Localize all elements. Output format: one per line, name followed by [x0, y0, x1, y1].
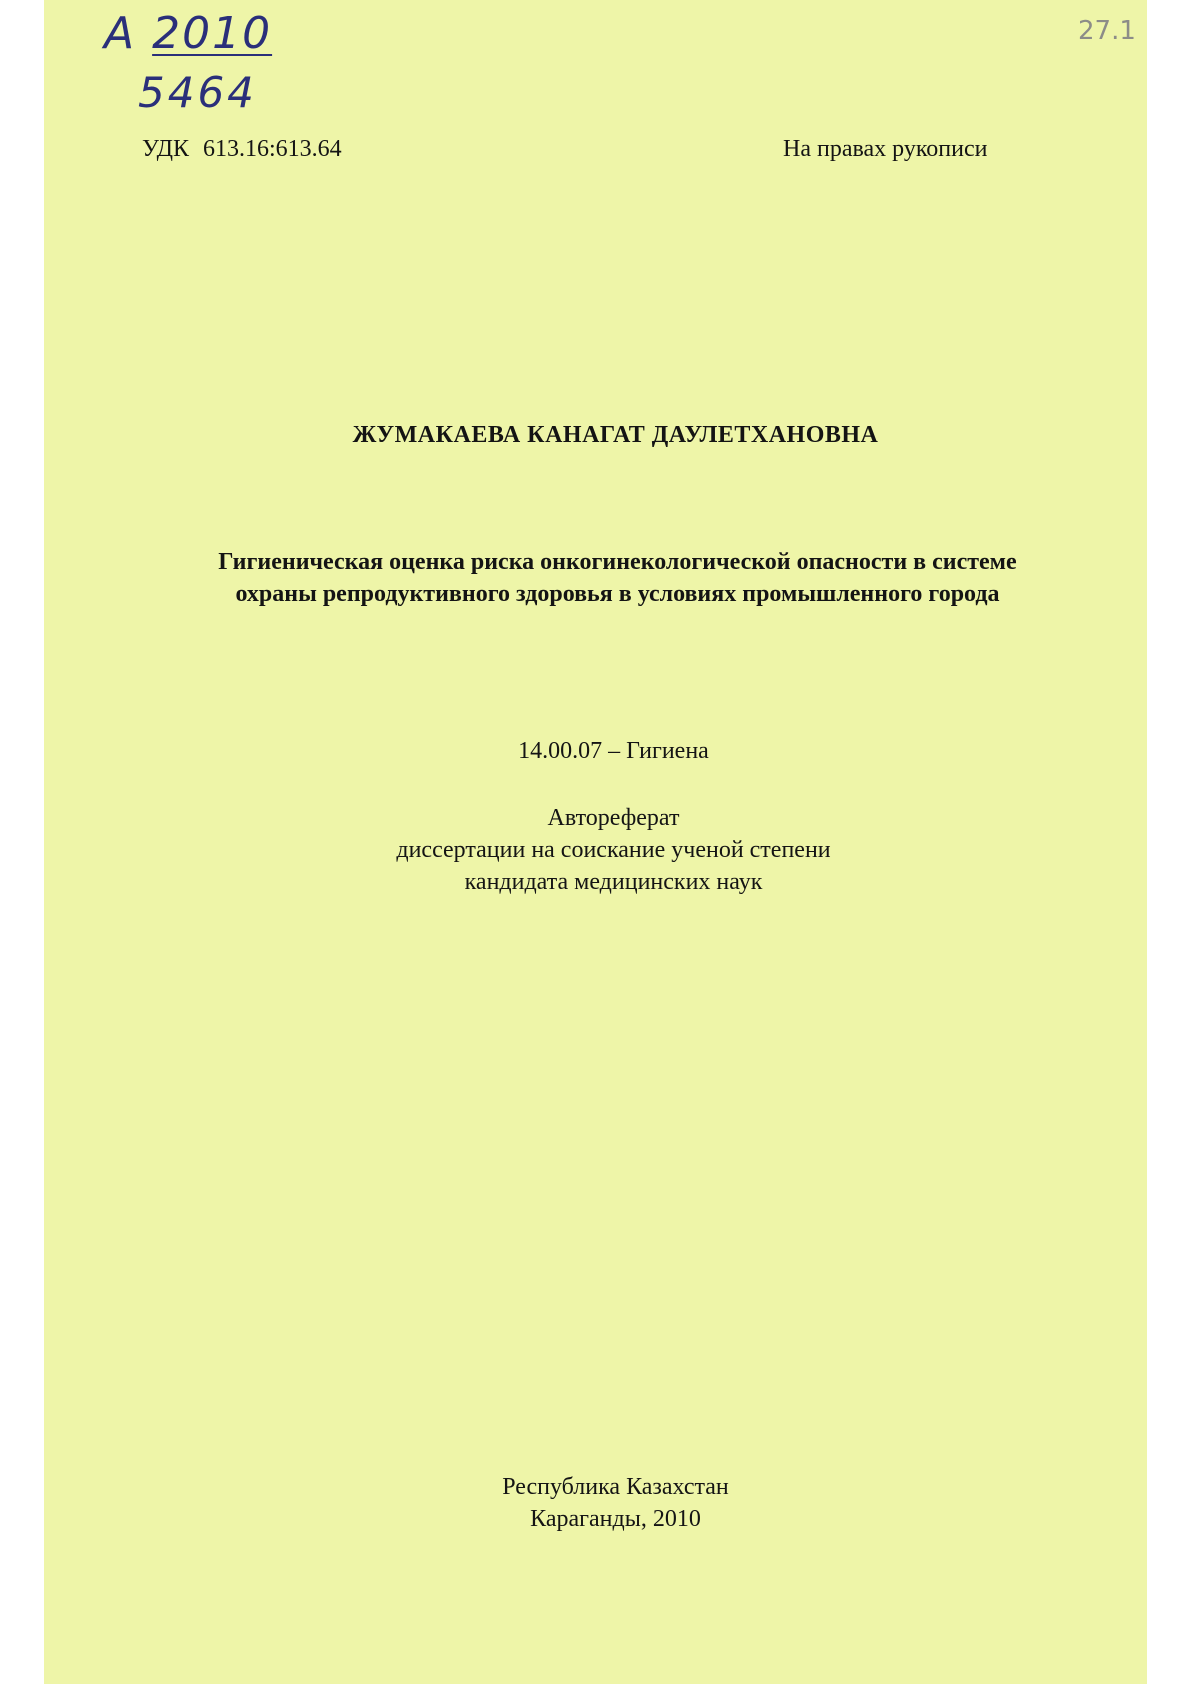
abstract-line: Автореферат [547, 805, 680, 831]
author-name: ЖУМАКАЕВА КАНАГАТ ДАУЛЕТХАНОВНА [352, 422, 879, 448]
archive-year: 2010 [152, 8, 273, 59]
country: Республика Казахстан [502, 1474, 729, 1500]
title-line: охраны репродуктивного здоровья в условиях промышленного города [235, 581, 1000, 607]
title-line: Гигиеническая оценка риска онкогинекологической опасности в системе [218, 549, 1017, 575]
publication-place [20, 1471, 1191, 1535]
abstract-description [18, 802, 1191, 898]
udc-code: УДК 613.16:613.64 [142, 136, 342, 162]
handwritten-archive-code [104, 8, 272, 59]
specialty: 14.00.07 – Гигиена [518, 738, 709, 764]
city-year: Караганды, 2010 [530, 1506, 701, 1532]
manuscript-rights: На правах рукописи [783, 136, 988, 162]
handwritten-archive-number: 5464 [138, 68, 257, 117]
abstract-line: кандидата медицинских наук [464, 869, 763, 895]
handwritten-corner-mark: 27.1 [1078, 16, 1136, 46]
dissertation-title [22, 546, 1191, 610]
abstract-line: диссертации на соискание ученой степени [396, 837, 831, 863]
archive-prefix: А [104, 8, 137, 59]
